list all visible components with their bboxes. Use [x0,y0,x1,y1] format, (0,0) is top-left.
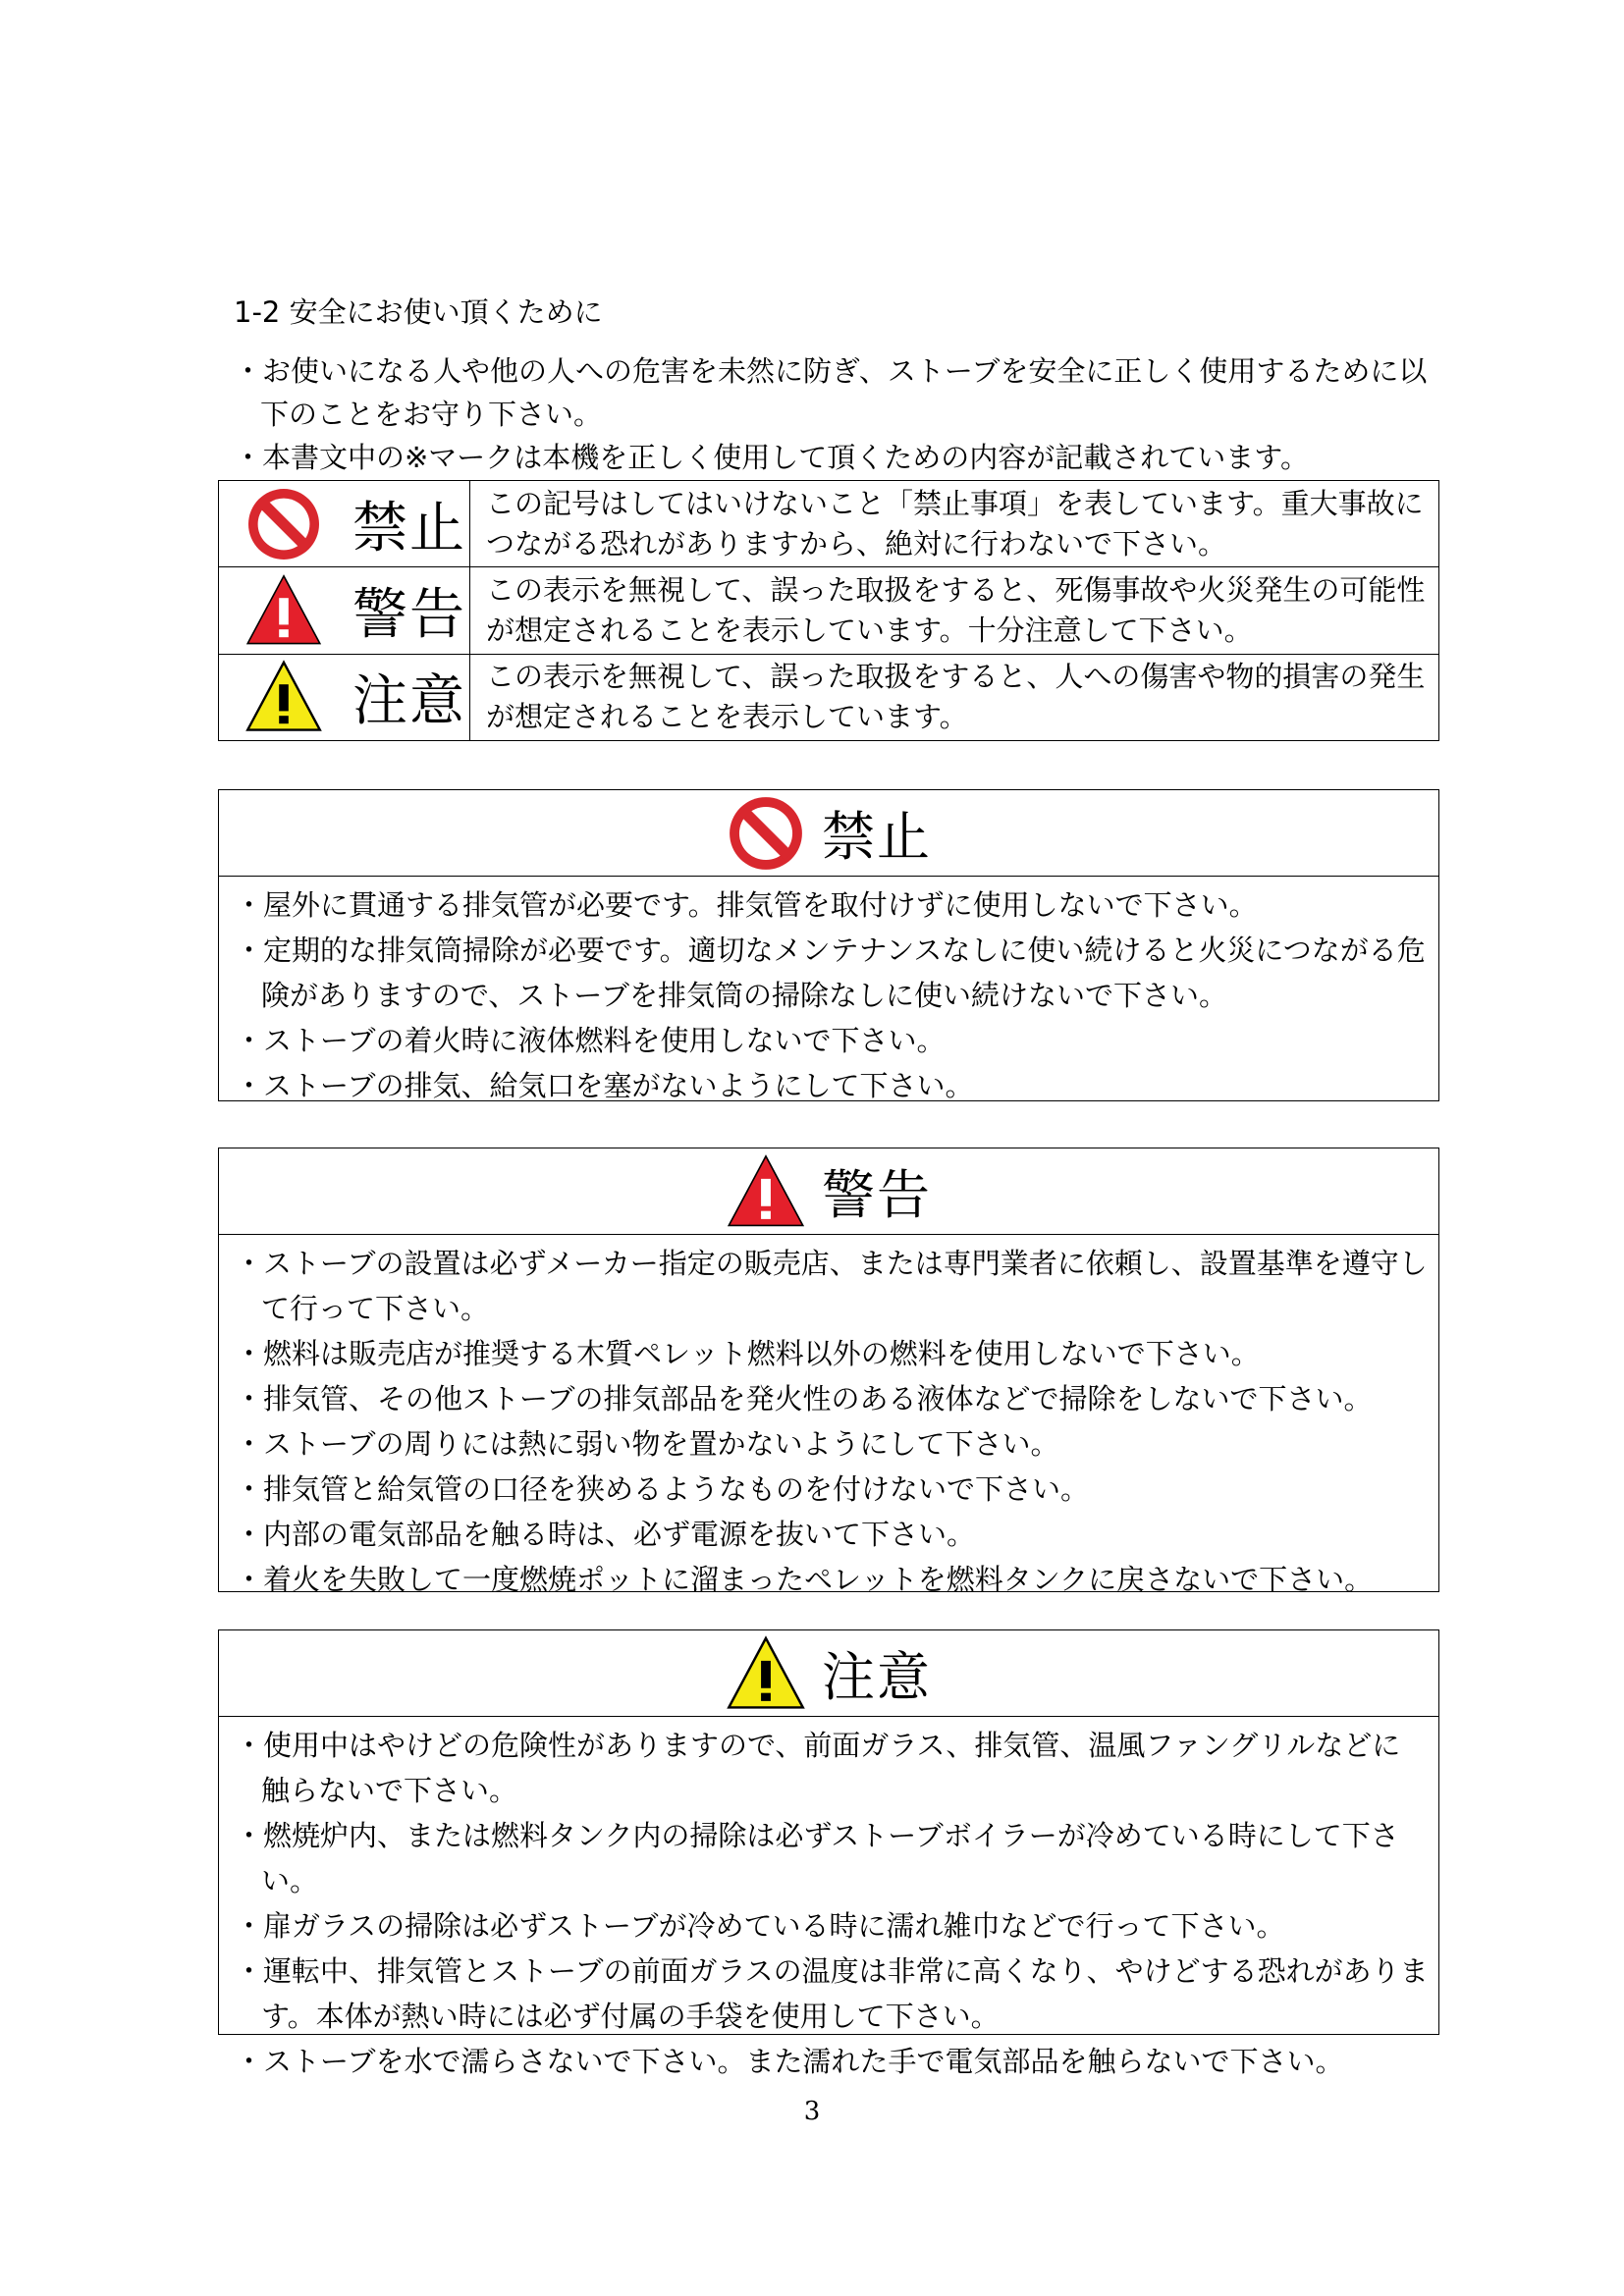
box-title: 禁止 [822,806,932,868]
list-item: ・排気管と給気管の口径を狭めるようなものを付けないで下さい。 [235,1472,1090,1506]
intro-item: ・お使いになる人や他の人への危害を未然に防ぎ、ストーブを安全に正しく使用するために以下のことをお守り下さい。 [234,354,1428,431]
list-item: ・排気管、その他ストーブの排気部品を発火性のある液体などで掃除をしないで下さい。 [235,1382,1373,1415]
intro-item: ・本書文中の※マークは本機を正しく使用して頂くための内容が記載されています。 [234,441,1309,474]
legend-row-kinshi [219,481,1439,567]
box-header [219,790,1438,877]
legend-row-keikoku [219,567,1439,654]
legend-description: この表示を無視して、誤った取扱をすると、人への傷害や物的損害の発生が想定されることを表示しています。 [470,654,1439,740]
prohibition-icon [726,793,806,874]
page-number: 3 [803,2097,821,2126]
box-title: 注意 [822,1646,932,1708]
list-item: ・ストーブを水で濡らさないで下さい。また濡れた手で電気部品を触らないで下さい。 [235,2045,1344,2078]
list-item: ・使用中はやけどの危険性がありますので、前面ガラス、排気管、温風ファングリルなどに触らないで下さい。 [235,1729,1401,1807]
list-item: ・燃料は販売店が推奨する木質ペレット燃料以外の燃料を使用しないで下さい。 [235,1337,1260,1370]
list-item: ・ストーブの排気、給気口を塞がないようにして下さい。 [235,1069,974,1102]
symbol-legend-table [218,480,1439,741]
red-warning-triangle-icon [244,571,323,650]
list-item: ・ストーブの設置は必ずメーカー指定の販売店、または専門業者に依頼し、設置基準を遵守して行って下さい。 [235,1247,1428,1325]
section-heading: 1-2 安全にお使い頂くために [234,295,603,329]
red-warning-triangle-icon [726,1151,806,1232]
legend-label: 警告 [352,582,466,647]
legend-description: この表示を無視して、誤った取扱をすると、死傷事故や火災発生の可能性が想定されることを表示しています。十分注意して下さい。 [470,567,1439,654]
warning-list [219,1235,1438,1608]
box-header [219,1148,1438,1235]
caution-box [218,1629,1439,2078]
list-item: ・屋外に貫通する排気管が必要です。排気管を取付けずに使用しないで下さい。 [235,888,1258,922]
legend-description: この記号はしてはいけないこと「禁止事項」を表しています。重大事故につながる恐れがありますから、絶対に行わないで下さい。 [470,481,1439,567]
yellow-caution-triangle-icon [244,658,323,736]
list-item: ・ストーブの着火時に液体燃料を使用しないで下さい。 [235,1024,946,1057]
warning-box [218,1148,1439,1596]
list-item: ・内部の電気部品を触る時は、必ず電源を抜いて下さい。 [235,1518,976,1551]
caution-list [219,1717,1438,2090]
prohibition-list [219,877,1438,1114]
list-item: ・燃焼炉内、または燃料タンク内の掃除は必ずストーブボイラーが冷めている時にして下さい。 [235,1819,1399,1897]
box-title: 警告 [822,1164,932,1226]
legend-row-chuui [219,654,1439,740]
list-item: ・扉ガラスの掃除は必ずストーブが冷めている時に濡れ雑巾などで行って下さい。 [235,1909,1285,1943]
list-item: ・ストーブの周りには熱に弱い物を置かないようにして下さい。 [235,1427,1059,1461]
list-item: ・定期的な排気筒掃除が必要です。適切なメンテナンスなしに使い続けると火災につながる危険がありますので、ストーブを排気筒の掃除なしに使い続けないで下さい。 [235,934,1426,1012]
prohibition-icon [244,485,323,563]
legend-label: 禁止 [352,496,466,561]
yellow-caution-triangle-icon [726,1633,806,1714]
intro-list [234,349,1441,479]
prohibition-box [218,789,1439,1101]
list-item: ・運転中、排気管とストーブの前面ガラスの温度は非常に高くなり、やけどする恐れがあります。本体が熱い時には必ず付属の手袋を使用して下さい。 [235,1954,1429,2033]
list-item: ・着火を失敗して一度燃焼ポットに溜まったペレットを燃料タンクに戻さないで下さい。 [235,1563,1374,1596]
legend-label: 注意 [352,669,466,734]
box-header [219,1630,1438,1717]
